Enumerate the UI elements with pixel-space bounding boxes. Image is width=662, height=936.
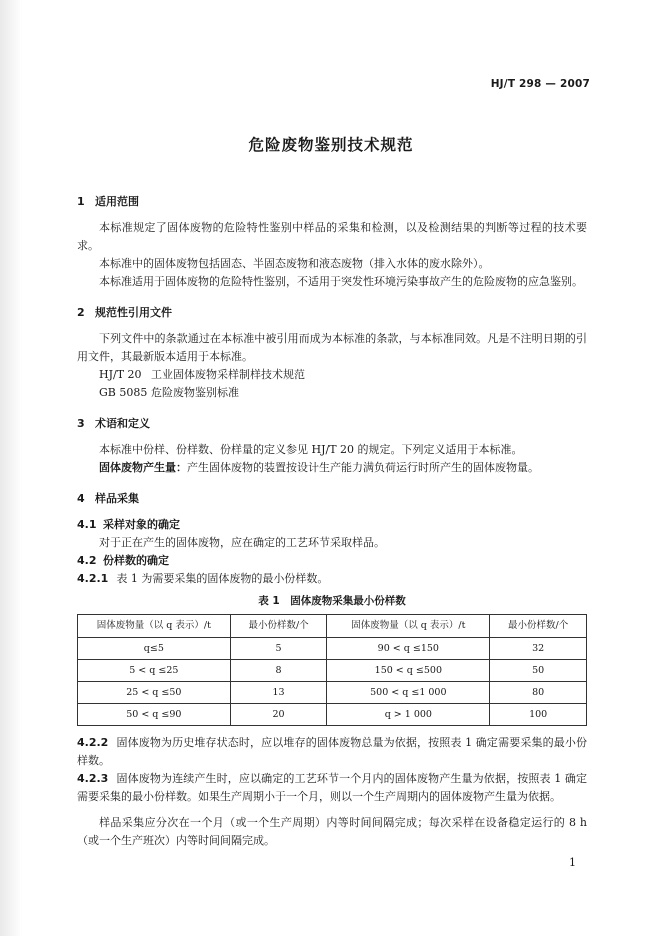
table-cell: 20 — [230, 704, 327, 726]
clause-text: 固体废物为连续产生时，应以确定的工艺环节一个月内的固体废物产生量为依据，按照表 1 确定需要采集的最小份样数。如果生产周期小于一个月，则以一个生产周期内的固体废物产生量为依据。 — [77, 772, 587, 803]
table-row — [78, 704, 587, 726]
section-3-heading — [77, 415, 587, 433]
document-body — [77, 193, 587, 850]
table-cell: 8 — [230, 660, 327, 682]
table-cell: 90 < q ≤150 — [327, 638, 490, 660]
paragraph: 本标准中份样、份样数、份样量的定义参见 HJ/T 20 的规定。下列定义适用于本标准。 — [99, 443, 523, 456]
reference-item — [77, 366, 587, 384]
section-title: 术语和定义 — [95, 417, 150, 430]
clause-4-2-2 — [77, 734, 587, 770]
subsection-4-1-heading — [77, 516, 587, 534]
table-row — [78, 682, 587, 704]
document-title: 危险废物鉴别技术规范 — [248, 136, 414, 154]
clause-number: 4.2.1 — [77, 572, 109, 585]
reference-code: GB 5085 — [99, 386, 148, 399]
paragraph: 本标准规定了固体废物的危险特性鉴别中样品的采集和检测，以及检测结果的判断等过程的技术要求。 — [77, 221, 587, 252]
reference-code: HJ/T 20 — [99, 368, 142, 381]
subsection-number: 4.2 — [77, 554, 97, 567]
table-cell: 500 < q ≤1 000 — [327, 682, 490, 704]
table-cell: 100 — [490, 704, 587, 726]
table-cell: 5 — [230, 638, 327, 660]
section-number: 2 — [77, 306, 85, 319]
reference-name: 危险废物鉴别标准 — [151, 386, 239, 399]
reference-name: 工业固体废物采样制样技术规范 — [151, 368, 305, 381]
subsection-title: 采样对象的确定 — [103, 518, 180, 531]
table-header-cell: 最小份样数/个 — [490, 615, 587, 638]
table-cell: 5 < q ≤25 — [78, 660, 231, 682]
clause-text: 固体废物为历史堆存状态时，应以堆存的固体废物总量为依据，按照表 1 确定需要采集的最小份样数。 — [77, 736, 587, 767]
subsection-number: 4.1 — [77, 518, 97, 531]
section-title: 适用范围 — [95, 195, 139, 208]
term-name: 固体废物产生量： — [99, 461, 187, 474]
paragraph: 下列文件中的条款通过在本标准中被引用而成为本标准的条款，与本标准同效。凡是不注明日期的引用文件，其最新版本适用于本标准。 — [77, 332, 587, 363]
subsection-title: 份样数的确定 — [103, 554, 169, 567]
paragraph: 本标准中的固体废物包括固态、半固态废物和液态废物（排入水体的废水除外）。 — [99, 257, 490, 270]
clause-4-2-3 — [77, 770, 587, 806]
clause-4-2-1 — [77, 570, 587, 588]
clause-number: 4.2.2 — [77, 736, 109, 749]
section-title: 样品采集 — [95, 492, 139, 505]
table-header-row — [78, 615, 587, 638]
table-cell: 25 < q ≤50 — [78, 682, 231, 704]
term-definition — [77, 459, 587, 477]
clause-number: 4.2.3 — [77, 772, 109, 785]
section-number: 4 — [77, 492, 85, 505]
table-caption: 表 1 固体废物采集最小份样数 — [258, 595, 406, 607]
subsection-4-2-heading — [77, 552, 587, 570]
page-number: 1 — [569, 856, 576, 869]
sample-count-table — [77, 614, 587, 726]
table-row — [78, 638, 587, 660]
reference-item — [77, 384, 587, 402]
table-cell: 50 < q ≤90 — [78, 704, 231, 726]
table-cell: q≤5 — [78, 638, 231, 660]
paragraph: 样品采集应分次在一个月（或一个生产周期）内等时间间隔完成；每次采样在设备稳定运行的 8 h（或一个生产班次）内等时间间隔完成。 — [77, 816, 587, 847]
section-title: 规范性引用文件 — [95, 306, 172, 319]
table-cell: 150 < q ≤500 — [327, 660, 490, 682]
table-header-cell: 固体废物量（以 q 表示）/t — [327, 615, 490, 638]
section-number: 1 — [77, 195, 85, 208]
term-text: 产生固体废物的装置按设计生产能力满负荷运行时所产生的固体废物量。 — [187, 461, 539, 474]
table-row — [78, 660, 587, 682]
section-1-heading — [77, 193, 587, 211]
table-cell: 13 — [230, 682, 327, 704]
table-cell: q > 1 000 — [327, 704, 490, 726]
table-header-cell: 最小份样数/个 — [230, 615, 327, 638]
paragraph: 对于正在产生的固体废物，应在确定的工艺环节采取样品。 — [99, 536, 385, 549]
clause-text: 表 1 为需要采集的固体废物的最小份样数。 — [116, 572, 329, 585]
section-2-heading — [77, 304, 587, 322]
table-header-cell: 固体废物量（以 q 表示）/t — [78, 615, 231, 638]
section-number: 3 — [77, 417, 85, 430]
table-cell: 80 — [490, 682, 587, 704]
section-4-heading — [77, 490, 587, 508]
table-cell: 32 — [490, 638, 587, 660]
paragraph: 本标准适用于固体废物的危险特性鉴别，不适用于突发性环境污染事故产生的危险废物的应急鉴别。 — [99, 275, 583, 288]
table-cell: 50 — [490, 660, 587, 682]
standard-code: HJ/T 298 — 2007 — [490, 78, 590, 90]
